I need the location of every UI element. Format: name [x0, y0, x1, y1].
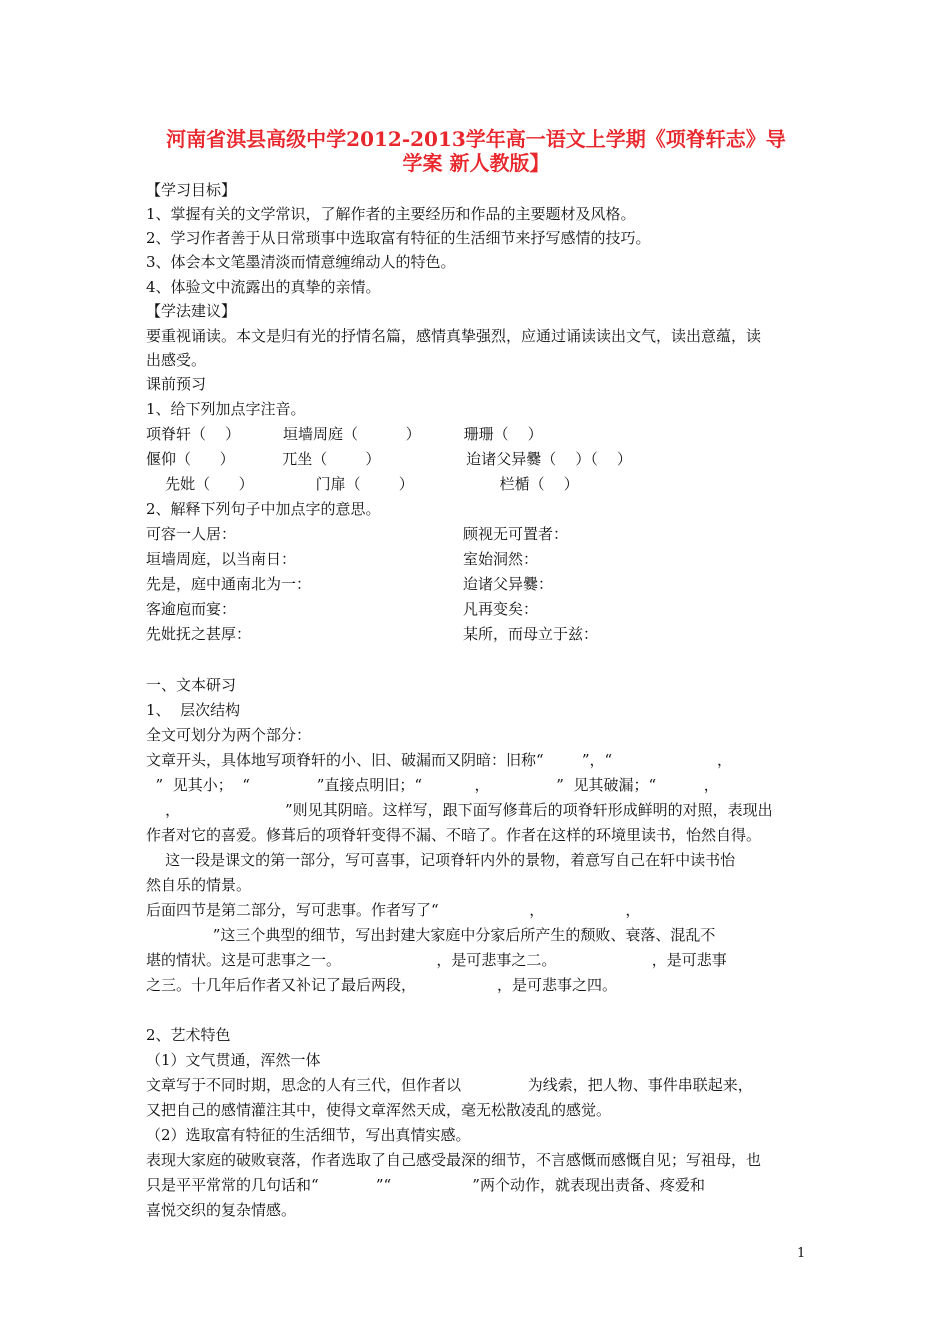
explain-item: 垣墙周庭，以当南日： — [146, 550, 297, 568]
body-text: ”这三个典型的细节，写出封建大家庭中分家后所产生的颓败、衰落、混乱不 — [146, 926, 716, 944]
question-1: 1、给下列加点字注音。 — [146, 400, 306, 418]
explain-item: 客逾庖而宴： — [146, 600, 237, 618]
method-heading: 【学法建议】 — [146, 302, 237, 320]
body-text: 这一段是课文的第一部分，写可喜事，记项脊轩内外的景物，着意写自己在轩中读书怡 — [146, 851, 736, 869]
goal-item: 1、掌握有关的文学常识，了解作者的主要经历和作品的主要题材及风格。 — [146, 205, 636, 223]
body-text: 之三。十几年后作者又补记了最后两段， ，是可悲事之四。 — [146, 976, 618, 994]
explain-item: 某所，而母立于兹： — [463, 625, 599, 643]
section-2-heading: 2、艺术特色 — [146, 1026, 231, 1044]
goal-item: 4、体验文中流露出的真挚的亲情。 — [146, 278, 381, 296]
body-text: ” 见其小； “ ”直接点明旧；“ ， ” 见其破漏；“ ， — [146, 776, 719, 794]
subsection-heading: 1、 层次结构 — [146, 701, 241, 719]
page-number: 1 — [797, 1246, 806, 1261]
feature-heading: （2）选取富有特征的生活细节，写出真情实感。 — [146, 1126, 471, 1144]
goals-heading: 【学习目标】 — [146, 181, 237, 199]
body-text: 表现大家庭的破败衰落，作者选取了自己感受最深的细节，不言感慨而感慨自见；写祖母，也 — [146, 1151, 762, 1169]
question-2: 2、解释下列句子中加点字的意思。 — [146, 500, 381, 518]
method-text: 出感受。 — [146, 351, 207, 369]
explain-item: 先是，庭中通南北为一： — [146, 575, 312, 593]
body-text: 全文可划分为两个部分： — [146, 726, 312, 744]
explain-item: 先妣抚之甚厚： — [146, 625, 252, 643]
preview-heading: 课前预习 — [146, 375, 207, 393]
explain-item: 可容一人居： — [146, 525, 237, 543]
body-text: 只是平平常常的几句话和“ ”“ ”两个动作，就表现出责备、疼爱和 — [146, 1176, 705, 1194]
pinyin-row: 项脊轩（ ） 垣墙周庭（ ） 珊珊（ ） — [146, 425, 543, 443]
body-text: 文章开头，具体地写项脊轩的小、旧、破漏而又阴暗：旧称“ ”，“ ， — [146, 751, 733, 769]
explain-item: 迨诸父异爨： — [463, 575, 554, 593]
body-text: 堪的情状。这是可悲事之一。 ，是可悲事之二。 ，是可悲事 — [146, 951, 727, 969]
body-text: 作者对它的喜爱。修葺后的项脊轩变得不漏、不暗了。作者在这样的环境里读书，怡然自得。 — [146, 826, 762, 844]
doc-title-line2: 学案 新人教版】 — [402, 151, 550, 175]
goal-item: 3、体会本文笔墨清淡而情意缠绵动人的特色。 — [146, 253, 456, 271]
section-1-heading: 一、文本研习 — [146, 676, 237, 694]
explain-item: 室始洞然： — [463, 550, 539, 568]
goal-item: 2、学习作者善于从日常琐事中选取富有特征的生活细节来抒写感情的技巧。 — [146, 229, 651, 247]
body-text: 又把自己的感情灌注其中，使得文章浑然天成，毫无松散凌乱的感觉。 — [146, 1101, 612, 1119]
pinyin-row: 偃仰（ ） 兀坐（ ） 迨诸父异爨（ ）（ ） — [146, 450, 632, 468]
body-text: ， ”则见其阴暗。这样写，跟下面写修葺后的项脊轩形成鲜明的对照，表现出 — [146, 801, 773, 819]
body-text: 喜悦交织的复杂情感。 — [146, 1201, 297, 1219]
method-text: 要重视诵读。本文是归有光的抒情名篇，感情真挚强烈，应通过诵读读出文气，读出意蕴，读 — [146, 327, 762, 345]
doc-title-line1: 河南省淇县高级中学2012-2013学年高一语文上学期《项脊轩志》导 — [166, 127, 786, 151]
body-text: 文章写于不同时期，思念的人有三代，但作者以 为线索，把人物、事件串联起来， — [146, 1076, 753, 1094]
explain-item: 凡再变矣： — [463, 600, 539, 618]
body-text: 然自乐的情景。 — [146, 876, 252, 894]
pinyin-row: 先妣（ ） 门扉（ ） 栏楯（ ） — [146, 475, 579, 493]
explain-item: 顾视无可置者： — [463, 525, 569, 543]
feature-heading: （1）文气贯通，浑然一体 — [146, 1051, 321, 1069]
body-text: 后面四节是第二部分，写可悲事。作者写了“ ， ， — [146, 901, 641, 919]
